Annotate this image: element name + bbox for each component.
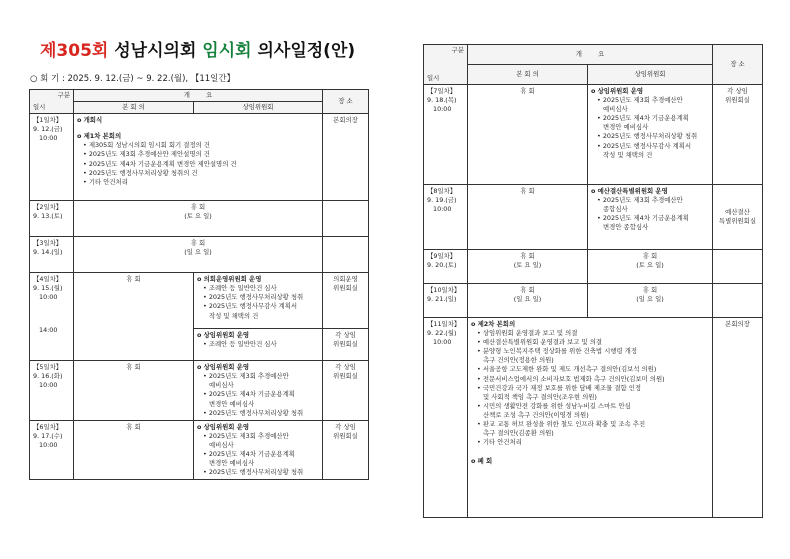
day-7-place-a: 각 상임 xyxy=(727,87,748,95)
header-plenary-right: 본 회 의 xyxy=(468,65,588,85)
day-6-item-cont: 변경안 예비심사 xyxy=(209,459,255,468)
schedule-table-left xyxy=(29,89,369,480)
title-extraordinary: 임시회 xyxy=(202,41,252,61)
header-gae: 개 xyxy=(183,91,190,99)
day-10-rest-committee: 휴 회 xyxy=(642,286,658,294)
day-11-label: 【11일차】 xyxy=(427,320,461,328)
header-yo: 요 xyxy=(206,91,213,99)
day-5-date: 9. 16.(화) xyxy=(33,372,63,381)
day-8-plenary-rest: 휴 회 xyxy=(520,187,535,195)
day-2-row xyxy=(30,201,369,237)
day-8-item: • 2025년도 제4차 기금운용계획 xyxy=(597,214,689,223)
day-5-plenary-rest: 휴 회 xyxy=(126,363,141,372)
day-11-item: • 전문서비스업에서의 소비자보호 법제화 촉구 건의안(김보미 의원) xyxy=(477,374,665,383)
day-6-date: 9. 17.(수) xyxy=(33,431,63,440)
header-gaeyo xyxy=(74,90,323,102)
header-place-right: 장 소 xyxy=(713,45,763,85)
title-council: 성남시의회 xyxy=(108,41,203,61)
header-gubun-right: 구분 xyxy=(451,46,464,54)
day-1-item: • 2025년도 제4차 기금운용계획 변경안 제안설명의 건 xyxy=(83,159,237,168)
day-4-label: 【4일차】 xyxy=(33,275,63,284)
day-10-note-plenary: (일 요 일) xyxy=(513,295,542,304)
day-3-label: 【3일차】 xyxy=(33,239,63,248)
day-8-date: 9. 19.(금) xyxy=(427,196,457,205)
day-3-date: 9. 14.(일) xyxy=(33,248,63,257)
day-8-item: • 2025년도 제3회 추경예산안 xyxy=(597,196,683,205)
day-7-meeting: ο 상임위원회 운영 xyxy=(591,87,644,95)
day-1-time: 10:00 xyxy=(39,134,58,143)
day-6-item-cont: 예비심사 xyxy=(209,440,234,449)
day-8-row xyxy=(424,185,763,250)
day-6-place-b: 위원회실 xyxy=(333,431,358,440)
title-agenda: 의사일정(안) xyxy=(251,41,356,61)
day-1-item: • 기타 안건처리 xyxy=(83,177,128,186)
day-5-place-a: 각 상임 xyxy=(335,363,356,372)
day-6-plenary-rest: 휴 회 xyxy=(126,422,141,431)
day-4-place-1b: 위원회실 xyxy=(333,284,358,293)
day-11-item-cont: 및 사회적 책임 촉구 결의안(조우현 의원) xyxy=(483,392,597,401)
day-4-place-2b: 위원회실 xyxy=(333,340,358,349)
day-5-time: 10:00 xyxy=(39,381,58,390)
day-1-place: 본회의장 xyxy=(323,114,369,201)
day-1-meeting: ο 제1차 본회의 xyxy=(77,132,122,141)
page-title xyxy=(40,36,355,61)
day-5-label: 【5일차】 xyxy=(33,363,63,372)
day-7-item: • 2025년도 제3회 추경예산안 xyxy=(597,96,683,105)
day-4-place-1a: 의회운영 xyxy=(333,275,358,284)
day-11-item: • 시민의 생활안전 강화를 위한 성남누비길 스마트 안심 xyxy=(477,401,631,410)
day-5-item-cont: 예비심사 xyxy=(209,381,234,390)
header-yo-right: 요 xyxy=(598,49,605,58)
day-2-date: 9. 13.(토) xyxy=(33,212,63,221)
day-3-rest: 휴 회 xyxy=(190,239,206,248)
day-6-item: • 2025년도 제4차 기금운용계획 xyxy=(203,450,295,459)
title-session-number: 제305회 xyxy=(40,41,109,61)
day-8-meeting: ο 예산결산특별위원회 운영 xyxy=(591,187,668,195)
day-5-meeting: ο 상임위원회 운영 xyxy=(197,363,250,372)
day-11-item-cont: 촉구 결의안(김종환 의원) xyxy=(483,429,554,438)
day-4-item: • 조례안 등 일반안건 심사 xyxy=(203,284,277,293)
day-9-note-committee: (토 요 일) xyxy=(636,261,664,270)
day-11-item: • 상임위원회 운영결과 보고 및 의결 xyxy=(477,329,578,338)
day-11-closing: ο 폐 회 xyxy=(471,457,493,466)
header-gubun-ilsi xyxy=(30,90,74,114)
day-4-item-2: • 조례안 등 일반안건 심사 xyxy=(203,340,277,349)
day-10-note-committee: (일 요 일) xyxy=(636,295,664,304)
day-8-item-cont: 종합심사 xyxy=(603,205,628,214)
day-4-time: 10:00 xyxy=(39,293,58,302)
day-11-date: 9. 22.(월) xyxy=(427,329,457,338)
day-7-item-cont: 변경안 예비심사 xyxy=(603,123,649,132)
day-8-place-a: 예산결산 xyxy=(725,207,750,216)
day-5-row xyxy=(30,361,369,421)
day-7-plenary-rest: 휴 회 xyxy=(520,87,535,95)
day-4-item: • 2025년도 행정사무처리상황 청취 xyxy=(203,293,304,302)
day-7-item: • 2025년도 행정사무처리상황 청취 xyxy=(597,132,698,141)
header-committee-right: 상임위원회 xyxy=(588,65,713,85)
header-place: 장 소 xyxy=(323,90,369,114)
day-7-item: • 2025년도 행정사무감사 계획서 xyxy=(597,141,692,150)
header-gubun: 구분 xyxy=(57,91,70,99)
day-4-item-cont: 작성 및 채택의 건 xyxy=(209,311,259,320)
day-4-place-2a: 각 상임 xyxy=(335,331,356,340)
day-7-item-cont: 예비심사 xyxy=(603,105,628,114)
day-7-item-cont: 작성 및 채택의 건 xyxy=(603,150,653,159)
day-6-place-a: 각 상임 xyxy=(335,422,356,431)
day-2-note: (토 요 일) xyxy=(184,212,212,221)
day-9-rest-plenary: 휴 회 xyxy=(520,252,535,260)
day-1-item: • 제305회 성남시의회 임시회 회기 결정의 건 xyxy=(83,141,210,150)
day-4-date: 9. 15.(월) xyxy=(33,284,63,293)
day-11-item: • 기타 안건처리 xyxy=(477,438,522,447)
day-4-row xyxy=(30,273,369,329)
header-ilsi: 일시 xyxy=(33,103,46,112)
day-11-item-cont: 촉구 건의안(정용한 의원) xyxy=(483,356,554,365)
header-ilsi-right: 일시 xyxy=(427,73,440,82)
day-4-time2: 14:00 xyxy=(39,326,58,335)
header-gubun-ilsi-right xyxy=(424,45,468,85)
day-1-label: 【1일차】 xyxy=(33,116,63,125)
day-5-item: • 2025년도 행정사무처리상황 청취 xyxy=(203,408,304,417)
day-7-item: • 2025년도 제4차 기금운용계획 xyxy=(597,114,689,123)
day-8-place-b: 특별위원회실 xyxy=(718,217,757,225)
day-11-item: • 예산결산특별위원회 운영결과 보고 및 의결 xyxy=(477,338,603,347)
header-committee: 상임위원회 xyxy=(194,102,323,114)
day-10-row xyxy=(424,284,763,318)
day-7-row xyxy=(424,85,763,185)
day-3-row xyxy=(30,237,369,273)
header-gae-right: 개 xyxy=(575,49,582,58)
day-2-label: 【2일차】 xyxy=(33,203,63,212)
day-8-time: 10:00 xyxy=(433,205,452,214)
day-1-row xyxy=(30,114,369,201)
day-11-place: 본회의장 xyxy=(713,318,763,518)
header-gaeyo-right xyxy=(468,45,713,65)
session-period: ○ 회 기 : 2025. 9. 12.(금) ~ 9. 22.(월), 【11일간】 xyxy=(30,74,236,84)
day-11-item: • 판교 교통 허브 완성을 위한 철도 인프라 확충 및 조속 추진 xyxy=(477,420,646,429)
day-1-date: 9. 12.(금) xyxy=(33,125,63,134)
schedule-table-right xyxy=(423,44,763,518)
day-6-meeting: ο 상임위원회 운영 xyxy=(197,422,250,431)
day-11-item: • 분양형 노인복지주택 정상화를 위한 건축법 시행령 개정 xyxy=(477,347,637,356)
day-9-label: 【9일차】 xyxy=(427,252,457,260)
day-1-item: • 2025년도 제3회 추경예산안 제안설명의 건 xyxy=(83,150,210,159)
day-11-item-cont: 산책로 조성 촉구 건의안(이영경 의원) xyxy=(483,410,589,419)
day-6-time: 10:00 xyxy=(39,440,58,449)
day-7-place-b: 위원회실 xyxy=(725,96,750,105)
day-5-item: • 2025년도 제4차 기금운용계획 xyxy=(203,390,295,399)
day-10-rest-plenary: 휴 회 xyxy=(520,286,535,294)
day-4-meeting-1: ο 의회운영위원회 운영 xyxy=(197,275,262,284)
day-1-item: • 2025년도 행정사무처리상황 청취의 건 xyxy=(83,168,198,177)
day-9-row xyxy=(424,250,763,284)
day-10-date: 9. 21.(일) xyxy=(427,295,457,304)
day-10-label: 【10일차】 xyxy=(427,286,461,294)
day-11-meeting: ο 제2차 본회의 xyxy=(471,320,516,328)
day-3-note: (일 요 일) xyxy=(184,248,212,257)
day-4-item: • 2025년도 행정사무감사 계획서 xyxy=(203,302,298,311)
day-7-date: 9. 18.(목) xyxy=(427,96,457,105)
day-9-note-plenary: (토 요 일) xyxy=(513,261,542,270)
day-6-item: • 2025년도 제3회 추경예산안 xyxy=(203,431,289,440)
day-7-label: 【7일차】 xyxy=(427,87,457,95)
day-6-item: • 2025년도 행정사무처리상황 청취 xyxy=(203,468,304,477)
day-2-rest: 휴 회 xyxy=(190,203,206,212)
day-4-plenary-rest: 휴 회 xyxy=(126,275,141,284)
day-4-meeting-2: ο 상임위원회 운영 xyxy=(197,331,250,340)
day-1-opening: ο 개회식 xyxy=(77,116,103,125)
day-6-row xyxy=(30,420,369,480)
day-8-label: 【8일차】 xyxy=(427,187,457,195)
day-6-label: 【6일차】 xyxy=(33,422,63,431)
day-5-item: • 2025년도 제3회 추경예산안 xyxy=(203,372,289,381)
day-9-rest-committee: 휴 회 xyxy=(642,252,658,260)
header-plenary: 본 회 의 xyxy=(74,102,194,114)
day-7-time: 10:00 xyxy=(433,105,452,114)
day-11-item: • 서울공항 고도제한 완화 및 제도 개선촉구 결의안(김보석 의원) xyxy=(477,365,657,374)
day-11-row xyxy=(424,318,763,518)
day-11-item: • 국민건강과 국가 재정 보호를 위한 담배 제조물 결함 인정 xyxy=(477,383,642,392)
day-5-place-b: 위원회실 xyxy=(333,372,358,381)
day-8-item-cont: 변경안 종합심사 xyxy=(603,223,649,232)
day-9-date: 9. 20.(토) xyxy=(427,261,457,270)
day-11-time: 10:00 xyxy=(433,338,452,347)
day-5-item-cont: 변경안 예비심사 xyxy=(209,399,255,408)
